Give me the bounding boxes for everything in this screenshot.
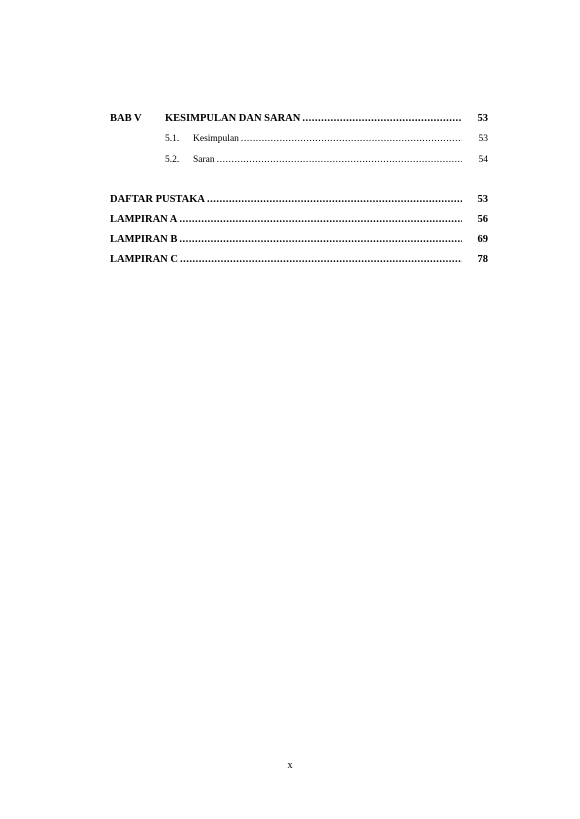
subsection-page-number: 53: [478, 134, 488, 144]
chapter-title: KESIMPULAN DAN SARAN: [165, 113, 301, 124]
toc-section-lampiran-c[interactable]: [110, 255, 488, 275]
dot-leader: [179, 215, 462, 226]
page-number-footer: x: [287, 760, 293, 771]
toc-subsection-saran[interactable]: [110, 156, 488, 177]
subsection-page-number: 54: [478, 155, 488, 165]
section-page-number: 78: [477, 254, 488, 265]
section-page-number: 69: [477, 234, 488, 245]
section-title: LAMPIRAN B: [110, 234, 178, 245]
subsection-title: Saran: [193, 155, 215, 165]
toc-chapter-bab-v[interactable]: [110, 114, 488, 135]
dot-leader: [179, 235, 462, 246]
toc-section-daftar-pustaka[interactable]: [110, 195, 488, 215]
section-title: LAMPIRAN C: [110, 254, 178, 265]
chapter-number: BAB V: [110, 113, 142, 124]
subsection-number: 5.1.: [165, 134, 180, 144]
toc-section-lampiran-a[interactable]: [110, 215, 488, 235]
toc-spacer: [110, 177, 488, 195]
dot-leader: [302, 114, 462, 125]
toc-section-lampiran-b[interactable]: [110, 235, 488, 255]
section-page-number: 53: [477, 194, 488, 205]
section-title: LAMPIRAN A: [110, 214, 178, 225]
subsection-number: 5.2.: [165, 155, 180, 165]
section-page-number: 56: [477, 214, 488, 225]
subsection-title: Kesimpulan: [193, 134, 239, 144]
toc-subsection-kesimpulan[interactable]: [110, 135, 488, 156]
dot-leader: [217, 156, 462, 166]
dot-leader: [241, 135, 462, 145]
dot-leader: [180, 255, 462, 266]
section-title: DAFTAR PUSTAKA: [110, 194, 205, 205]
table-of-contents: [110, 114, 488, 275]
dot-leader: [207, 195, 462, 206]
chapter-page-number: 53: [477, 113, 488, 124]
